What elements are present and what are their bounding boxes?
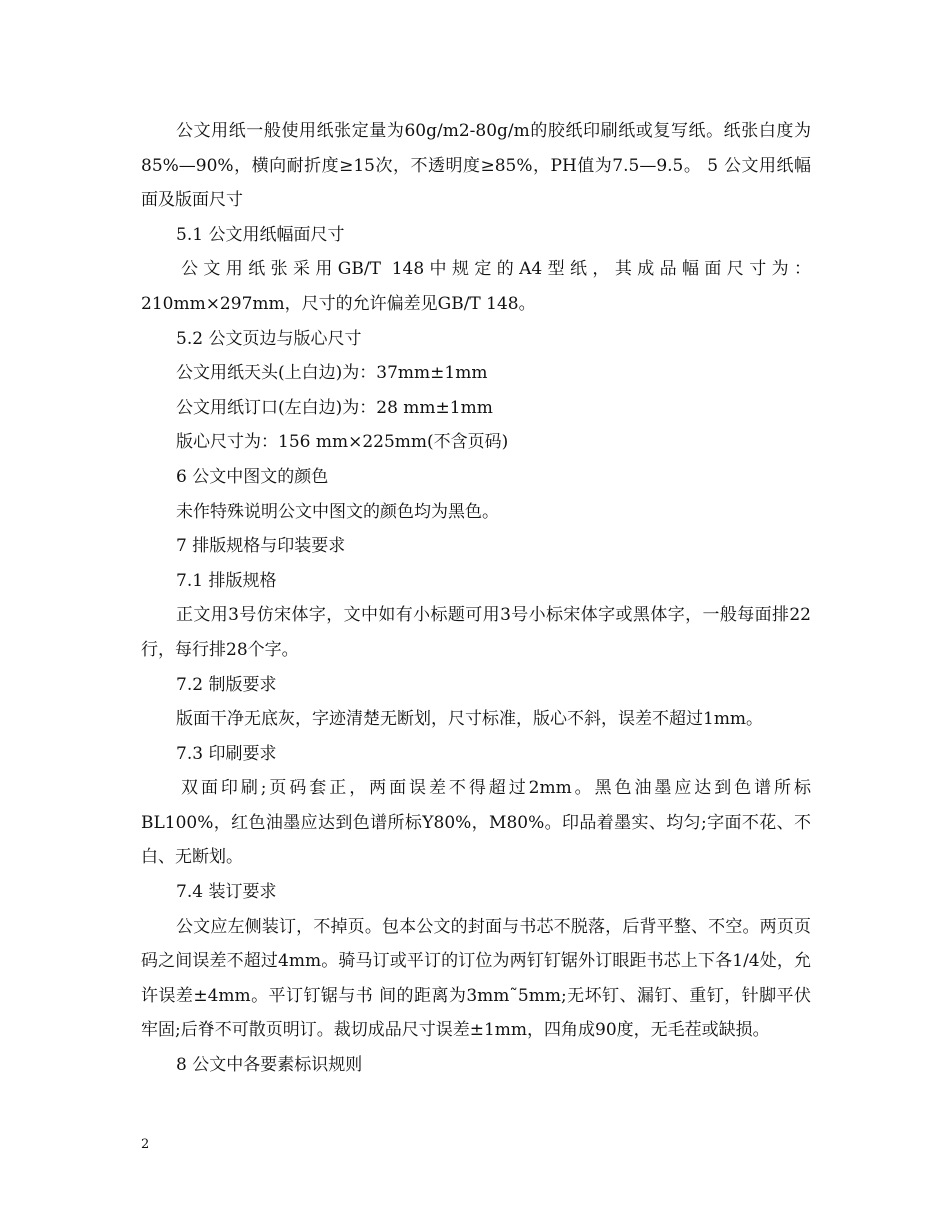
paragraph-printing: 双面印刷;页码套正，两面误差不得超过2mm。黑色油墨应达到色谱所标BL100%，红色油墨应达到色谱所标Y80%，M80%。印品着墨实、均匀;字面不花、不白、无断划。 (141, 778, 811, 868)
paragraph-layout-spec: 正文用3号仿宋体字，文中如有小标题可用3号小标宋体字或黑体字，一般每面排22行，每行排28个字。 (141, 605, 811, 660)
heading-8: 8 公文中各要素标识规则 (176, 1055, 363, 1076)
heading-7: 7 排版规格与印装要求 (176, 536, 346, 557)
page-number: 2 (141, 1137, 150, 1152)
paragraph-plate-making: 版面干净无底灰，字迹清楚无断划，尺寸标准，版心不斜，误差不超过1mm。 (176, 709, 764, 730)
paragraph-binding: 公文应左侧装订，不掉页。包本公文的封面与书芯不脱落，后背平整、不空。两页页码之间误差不超过4mm。骑马订或平订的订位为两钉钉锯外订眼距书芯上下各1/4处，允许误差±4mm。平订钉锯与书 间的距离为3mm˜5mm;无坏钉、漏钉、重钉，针脚平伏牢固;后脊不可散页明订。裁切成品尺寸误差±1mm，四角成90度，无毛茬或缺损。 (141, 916, 811, 1041)
heading-5-2: 5.2 公文页边与版心尺寸 (176, 328, 362, 349)
heading-7-3: 7.3 印刷要求 (176, 743, 277, 764)
line-left-margin: 公文用纸订口(左白边)为：28 mm±1mm (176, 397, 493, 418)
heading-7-1: 7.1 排版规格 (176, 570, 277, 591)
paragraph-color: 未作特殊说明公文中图文的颜色均为黑色。 (176, 501, 499, 522)
heading-5-1: 5.1 公文用纸幅面尺寸 (176, 224, 345, 245)
heading-7-2: 7.2 制版要求 (176, 674, 277, 695)
line-text-area-size: 版心尺寸为：156 mm×225mm(不含页码) (176, 432, 509, 453)
paragraph-paper-weight: 公文用纸一般使用纸张定量为60g/m2-80g/m的胶纸印刷纸或复写纸。纸张白度为85%—90%，横向耐折度≥15次，不透明度≥85%，PH值为7.5—9.5。 5 公文用纸幅面及版面尺寸 (141, 121, 811, 211)
line-top-margin: 公文用纸天头(上白边)为：37mm±1mm (176, 363, 488, 384)
heading-6: 6 公文中图文的颜色 (176, 466, 329, 487)
document-body (141, 114, 811, 1083)
paragraph-paper-size: 公文用纸张采用GB/T 148中规定的A4型纸，其成品幅面尺寸为：210mm×297mm，尺寸的允许偏差见GB/T 148。 (141, 259, 811, 314)
heading-7-4: 7.4 装订要求 (176, 882, 277, 903)
